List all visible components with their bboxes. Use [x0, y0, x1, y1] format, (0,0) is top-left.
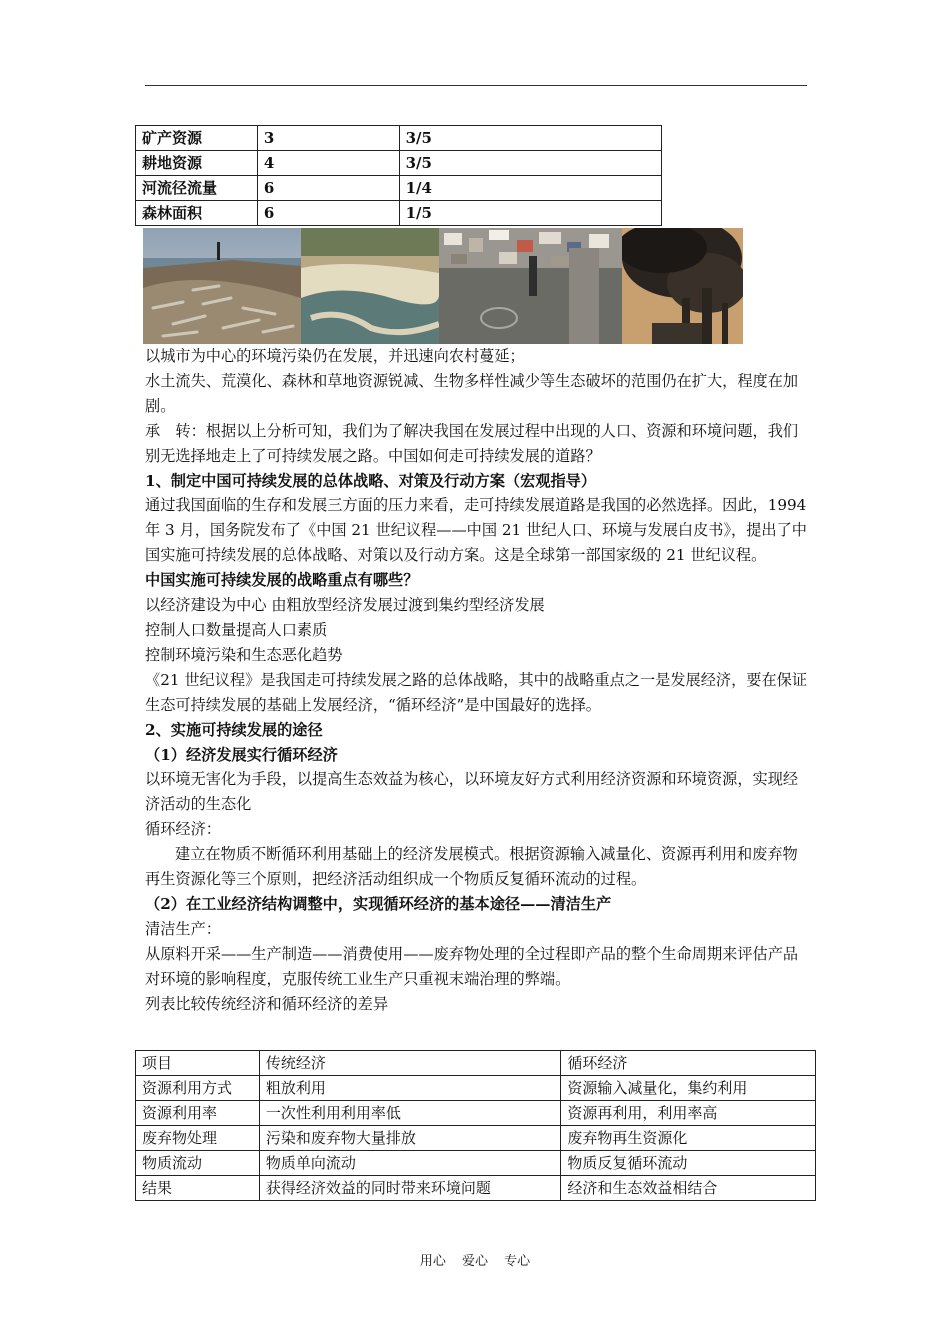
table-cell: 3 — [257, 126, 399, 151]
section-heading: 中国实施可持续发展的战略重点有哪些？ — [145, 571, 419, 590]
table-row — [136, 176, 662, 201]
body-paragraph: 以城市为中心的环境污染仍在发展，并迅速向农村蔓延； — [145, 347, 525, 365]
body-paragraph: 《21 世纪议程》是我国走可持续发展之路的总体战略，其中的战略重点之一是发展经济，要在保证生态可持续发展的基础上发展经济，“循环经济”是中国最好的选择。 — [145, 670, 808, 714]
section-heading: 2、实施可持续发展的途径 — [145, 720, 323, 739]
body-paragraph: 以环境无害化为手段，以提高生态效益为核心，以环境友好方式利用经济资源和环境资源，实现经济活动的生态化 — [145, 770, 799, 814]
table-cell: 物质反复循环流动 — [561, 1151, 816, 1176]
table-cell: 污染和废弃物大量排放 — [259, 1126, 561, 1151]
body-paragraph: 循环经济： — [145, 820, 221, 839]
table-cell: 矿产资源 — [136, 126, 258, 151]
document-body — [145, 344, 810, 1016]
table-cell: 结果 — [136, 1176, 260, 1201]
table-cell: 1/4 — [399, 176, 661, 201]
table-row — [136, 151, 662, 176]
table-cell: 河流径流量 — [136, 176, 258, 201]
table-row — [136, 201, 662, 226]
table-header-cell: 传统经济 — [259, 1051, 561, 1076]
table-cell: 6 — [257, 176, 399, 201]
table-row — [136, 1151, 816, 1176]
table-row — [136, 1076, 816, 1101]
table-cell: 3/5 — [399, 151, 661, 176]
pollution-photo-strip — [143, 228, 743, 344]
table-row — [136, 1101, 816, 1126]
body-paragraph: 从原料开采——生产制造——消费使用——废弃物处理的全过程即产品的整个生命周期来评估产品对环境的影响程度，克服传统工业生产只重视末端治理的弊端。 — [145, 944, 799, 988]
table-cell: 获得经济效益的同时带来环境问题 — [259, 1176, 561, 1201]
body-paragraph: 建立在物质不断循环利用基础上的经济发展模式。根据资源输入减量化、资源再利用和废弃物再生资源化等三个原则，把经济活动组织成一个物质反复循环流动的过程。 — [145, 845, 798, 889]
table-cell: 物质单向流动 — [259, 1151, 561, 1176]
photo-smokestack-pollution — [622, 228, 743, 344]
page-footer: 用心 爱心 专心 — [419, 1254, 531, 1269]
comparison-table — [135, 1050, 816, 1201]
table-cell: 6 — [257, 201, 399, 226]
body-paragraph: 通过我国面临的生存和发展三方面的压力来看，走可持续发展道路是我国的必然选择。因此，1994 年 3 月，国务院发布了《中国 21 世纪议程——中国 21 世纪人口、环境与发展白皮书》，提出了中国实施可持续发展的总体战略、对策以及行动方案。这是全球第一部国家级的 21 世纪议程。 — [145, 496, 807, 565]
resource-table — [135, 125, 662, 226]
table-cell: 资源利用率 — [136, 1101, 260, 1126]
table-cell: 资源再利用，利用率高 — [561, 1101, 816, 1126]
table-cell: 1/5 — [399, 201, 661, 226]
table-cell: 资源利用方式 — [136, 1076, 260, 1101]
section-heading: （2）在工业经济结构调整中，实现循环经济的基本途径——清洁生产 — [145, 894, 612, 913]
section-heading: 1、制定中国可持续发展的总体战略、对策及行动方案（宏观指导） — [145, 471, 597, 490]
photo-garbage-dump — [439, 228, 622, 344]
table-cell: 废弃物再生资源化 — [561, 1126, 816, 1151]
table-cell: 粗放利用 — [259, 1076, 561, 1101]
table-cell: 物质流动 — [136, 1151, 260, 1176]
table-cell: 废弃物处理 — [136, 1126, 260, 1151]
table-cell: 耕地资源 — [136, 151, 258, 176]
table-cell: 一次性利用利用率低 — [259, 1101, 561, 1126]
body-paragraph: 水土流失、荒漠化、森林和草地资源锐减、生物多样性减少等生态破坏的范围仍在扩大，程度在加剧。 — [145, 371, 799, 415]
photo-dead-fish-shore — [143, 228, 301, 344]
table-row — [136, 126, 662, 151]
body-paragraph: 清洁生产： — [145, 919, 221, 938]
table-cell: 森林面积 — [136, 201, 258, 226]
table-cell: 经济和生态效益相结合 — [561, 1176, 816, 1201]
section-heading: （1）经济发展实行循环经济 — [145, 745, 338, 764]
body-paragraph: 控制环境污染和生态恶化趋势 — [145, 645, 343, 664]
body-paragraph: 列表比较传统经济和循环经济的差异 — [145, 994, 388, 1013]
table-cell: 4 — [257, 151, 399, 176]
table-header-row — [136, 1051, 816, 1076]
header-rule — [145, 85, 807, 86]
body-paragraph: 承 转：根据以上分析可知，我们为了解决我国在发展过程中出现的人口、资源和环境问题，我们别无选择地走上了可持续发展之路。中国如何走可持续发展的道路？ — [145, 421, 799, 465]
photo-polluted-river — [301, 228, 439, 344]
table-header-cell: 项目 — [136, 1051, 260, 1076]
table-cell: 3/5 — [399, 126, 661, 151]
table-cell: 资源输入减量化，集约利用 — [561, 1076, 816, 1101]
table-row — [136, 1176, 816, 1201]
body-paragraph: 以经济建设为中心 由粗放型经济发展过渡到集约型经济发展 — [145, 596, 545, 615]
table-row — [136, 1126, 816, 1151]
table-header-cell: 循环经济 — [561, 1051, 816, 1076]
body-paragraph: 控制人口数量提高人口素质 — [145, 620, 328, 639]
